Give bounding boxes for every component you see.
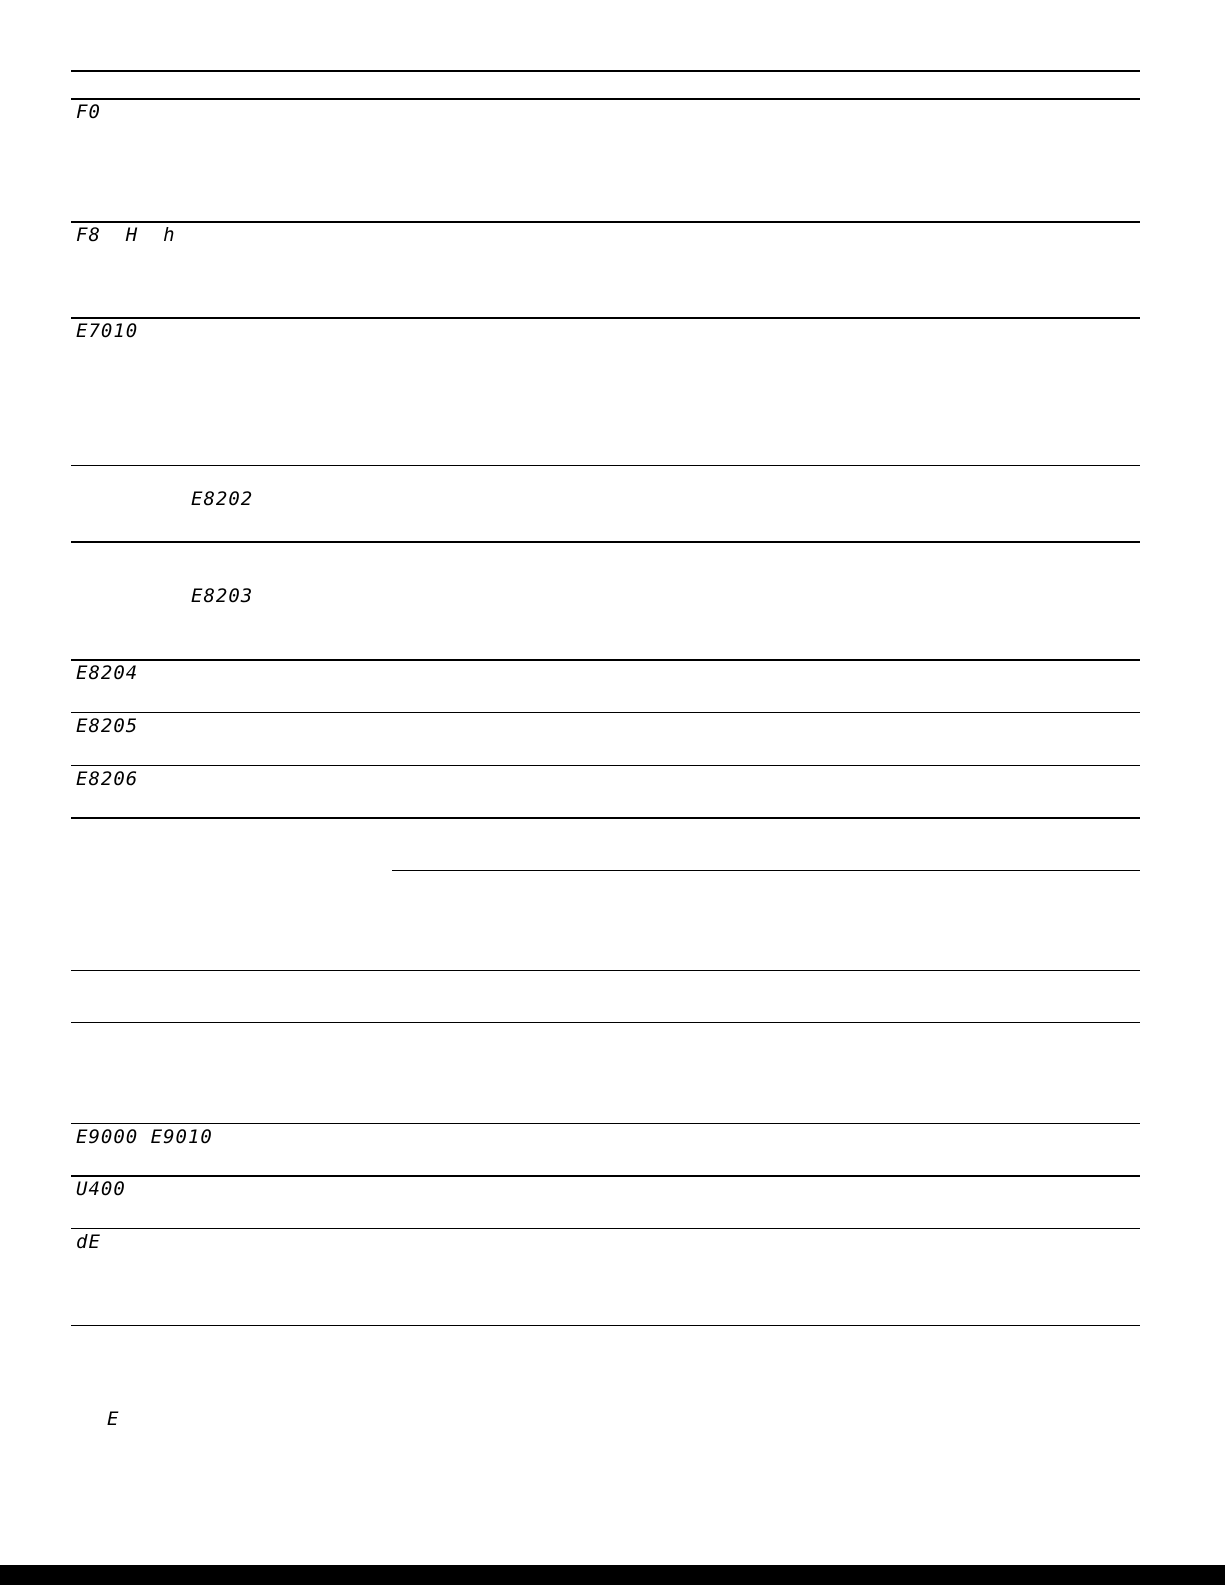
row-divider	[71, 970, 1140, 971]
row-divider	[71, 1022, 1140, 1023]
error-code: E8204	[76, 662, 139, 684]
error-code: E8206	[76, 768, 139, 790]
row-divider	[71, 465, 1140, 466]
row-divider	[71, 817, 1140, 819]
row-divider	[71, 317, 1140, 319]
error-code: U400	[76, 1178, 126, 1200]
row-divider	[71, 1228, 1140, 1229]
error-code: dE	[76, 1231, 101, 1253]
table-top-rule	[71, 70, 1140, 72]
error-code: F8 H h	[76, 224, 176, 246]
row-divider	[71, 1175, 1140, 1177]
row-divider	[71, 541, 1140, 543]
page-bottom-band	[0, 1565, 1225, 1585]
error-code: E8203	[191, 585, 254, 607]
header-bottom-rule	[71, 98, 1140, 100]
error-code: F0	[76, 101, 101, 123]
sub-row-divider	[392, 870, 1140, 871]
error-code: E8202	[191, 488, 254, 510]
row-divider	[71, 659, 1140, 661]
error-code: E8205	[76, 715, 139, 737]
row-divider	[71, 221, 1140, 223]
row-divider	[71, 1325, 1140, 1326]
row-divider	[71, 1123, 1140, 1124]
row-divider	[71, 712, 1140, 713]
error-code: E9000 E9010	[76, 1126, 213, 1148]
row-divider	[71, 765, 1140, 766]
error-code: E	[107, 1408, 120, 1430]
error-code: E7010	[76, 320, 139, 342]
